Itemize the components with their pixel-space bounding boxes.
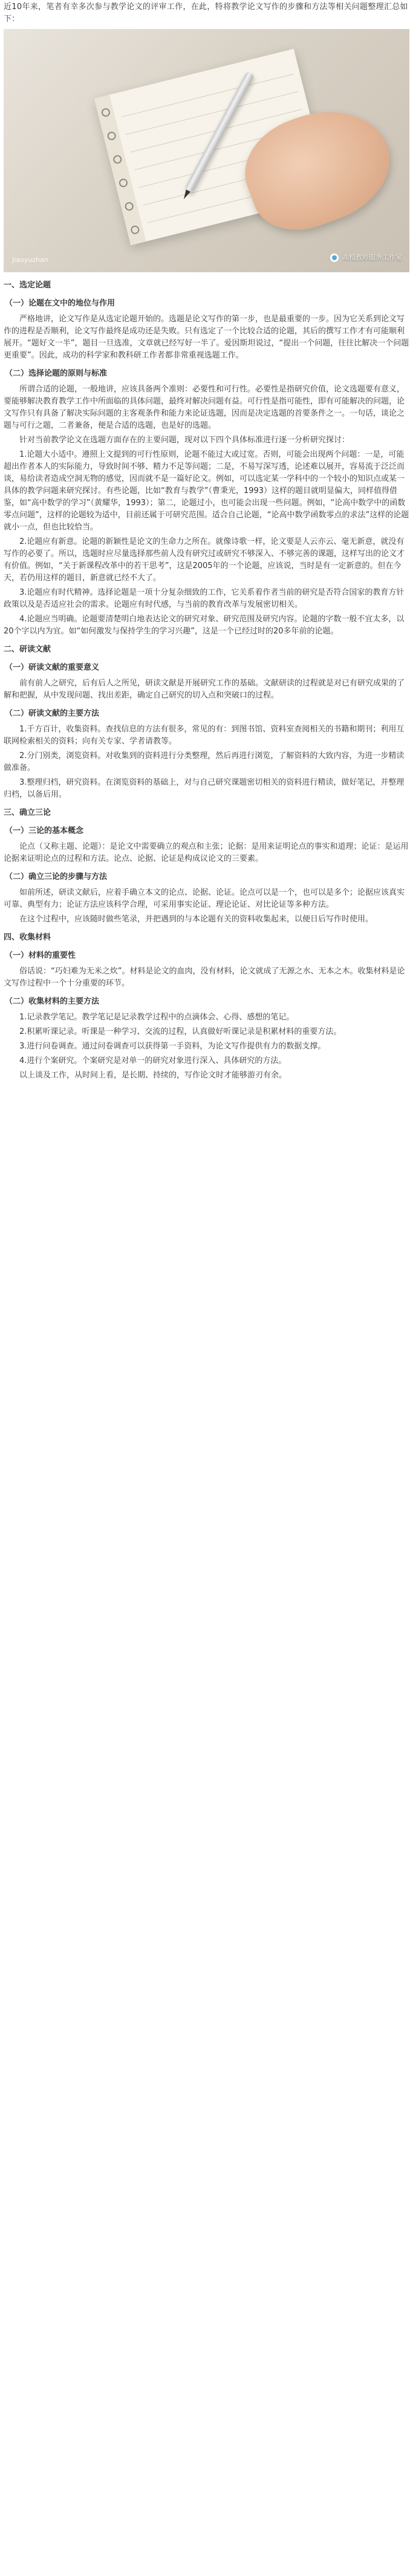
watermark-text: 高校教师服务工作室 <box>342 253 402 261</box>
section-title: 三、确立三论 <box>4 808 51 817</box>
subsection-title: （一）论题在文中的地位与作用 <box>5 299 115 308</box>
photo-caption: Jiaoyuzhan <box>12 256 48 264</box>
paragraph: 如前所述，研读文献后，应着手确立本文的论点、论据、论证。论点可以是一个，也可以是多个；论据应该真实可靠、典型有力；论证方法应该科学合理，可采用事实论证、理论论证、对比论证等多种方法。 <box>4 888 405 909</box>
paragraph: 俗话说：“巧妇难为无米之炊”。材料是论文的血肉，没有材料，论文就成了无源之水、无本之木。收集材料是论文写作过程中一个十分重要的环节。 <box>4 967 405 988</box>
paragraph: 3.进行问卷调查。通过问卷调查可以获得第一手资料，为论文写作提供有力的数据支撑。 <box>19 1042 326 1051</box>
paragraph: 针对当前教学论文在选题方面存在的主要问题，现对以下四个具体标准进行逐一分析研究探讨： <box>19 436 350 445</box>
subsection-title: （二）选择论题的原则与标准 <box>5 369 108 378</box>
intro-text: 近10年来，笔者有幸多次参与教学论文的评审工作，在此，特将教学论文写作的步骤和方法等相关问题整理汇总如下： <box>4 2 408 24</box>
header-photo <box>4 29 409 272</box>
section-title: 二、研读文献 <box>4 645 51 654</box>
paragraph: 4.进行个案研究。个案研究是对单一的研究对象进行深入、具体研究的方法。 <box>19 1056 287 1065</box>
subsection-title: （一）材料的重要性 <box>5 951 76 960</box>
paragraph: 严格地讲，论文写作是从选定论题开始的。选题是论文写作的第一步，也是最重要的一步。因为它关系到论文写作的进程是否顺利，论文写作最终是成功还是失败。只有选定了一个比较合适的论题，其后的撰写工作才有可能顺利展开。“题好文一半”，题目一旦选准，文章就已经写好一半了。爱因斯坦说过，“提出一个问题，往往比解决一个问题更重要”。因此，成功的科学家和教科研工作者都非常重视选题工作。 <box>4 315 409 360</box>
section-title: 一、选定论题 <box>4 281 51 290</box>
paragraph: 2.积累听课记录。听课是一种学习、交流的过程，认真做好听课记录是积累材料的重要方法。 <box>19 1027 342 1036</box>
article <box>0 0 413 1093</box>
subsection-title: （一）三论的基本概念 <box>5 826 84 835</box>
point-paragraph: 2.论题应有新意。论题的新颖性是论文的生命力之所在。就像诗歌一样，论文要是人云亦云、毫无新意，就没有写作的必要了。所以，选题时应尽量选择那些前人没有研究过或研究不够深入、不够完善的课题，这样写出的论文才有价值。例如，“关于新课程改革中的若干思考”，这是2005年的一个论题，应该说，当时是有一定新意的。但在今天，若仍用这样的题目，新意就已经不大了。 <box>4 537 405 583</box>
section-title: 四、收集材料 <box>4 933 51 942</box>
paragraph: 1.记录教学笔记。教学笔记是记录教学过程中的点滴体会、心得、感想的笔记。 <box>19 1013 294 1022</box>
paragraph: 3.整理归档，研究资料。在浏览资料的基础上，对与自己研究课题密切相关的资料进行精读，做好笔记，并整理归档，以备后用。 <box>4 778 405 799</box>
paragraph: 论点（又称主题、论题）：是论文中需要确立的观点和主张；论据：是用来证明论点的事实和道理；论证：是运用论据来证明论点的过程和方法。论点、论据、论证是构成议论文的三要素。 <box>4 842 409 863</box>
article-body <box>4 280 409 1082</box>
watermark <box>330 252 402 264</box>
point-paragraph: 4.论题应当明确。论题要清楚明白地表达论文的研究对象、研究范围及研究内容。论题的字数一般不宜太多，以20个字以内为宜。如“如何激发与保持学生的学习兴趣”，这是一个已经过时的20多年前的论题。 <box>4 615 405 636</box>
paragraph: 所谓合适的论题，一般地讲，应该具备两个准则：必要性和可行性。必要性是指研究价值，论文选题要有意义，要能够解决教育教学工作中所面临的具体问题，最终对解决问题有益。可行性是指可能性，即有可能解决的问题，论文写作只有具备了解决实际问题的主客观条件和能力来论证选题，因而是决定选题的首要条件之一。一句话，谈论之题与可行之题，二者兼备，便是合适的选题，也是好的选题。 <box>4 385 405 430</box>
subsection-title: （二）研读文献的主要方法 <box>5 709 100 718</box>
closing-paragraph: 以上谈及工作，从时间上看，是长期、持续的，写作论文时才能够游刃有余。 <box>19 1071 287 1080</box>
paragraph: 在这个过程中，应该随时做些笔录，并把遇到的与本论题有关的资料收集起来，以便日后写作时使用。 <box>19 915 374 924</box>
point-paragraph: 1.论题大小适中。遵照上文提到的可行性原则，论题不能过大或过宽。否则，可能会出现两个问题：一是，可能超出作者本人的实际能力，导致时间不够、精力不足等问题；二是，不易写深写透，论述难以展开，容易流于泛泛而谈，易给读者造成空洞无物的感觉，因而就不是一篇好论文。例如，可以选定某一学科中的一个较小的知识点或某一具体的教学问题来研究探讨。有些论题，比如“教育与教学”（曹秉光，1993）这样的题目就明显偏大，同样值得借鉴，如“高中数学的学习”（黄耀华，1993）；第二，论题过小，也可能会出现一些问题。例如，“论高中数学中的函数零点问题”，这样的论题较为适中，目前还属于可研究范围。适合自己论题，“论高中数学函数零点的求法”这样的论题就小一点，但也比较恰当。 <box>4 450 409 532</box>
watermark-logo-icon <box>330 253 339 262</box>
subsection-title: （二）收集材料的主要方法 <box>5 997 100 1006</box>
subsection-title: （一）研读文献的重要意义 <box>5 663 100 672</box>
paragraph: 1.千方百计，收集资料。查找信息的方法有很多，常见的有：到图书馆、资料室查阅相关的书籍和期刊；利用互联网检索相关的资料；向有关专家、学者请教等。 <box>4 725 405 746</box>
paragraph: 前有前人之研究，后有后人之所见，研读文献是开展研究工作的基础。文献研读的过程就是对已有研究成果的了解和把握，从中发现问题、找出差距，确定自己研究的切入点和突破口的过程。 <box>4 679 405 700</box>
subsection-title: （二）确立三论的步骤与方法 <box>5 872 108 881</box>
paragraph: 2.分门别类，浏览资料。对收集到的资料进行分类整理，然后再进行浏览，了解资料的大致内容，为进一步精读做准备。 <box>4 751 405 773</box>
point-paragraph: 3.论题应有时代精神。选择论题是一项十分复杂细致的工作，它关系着作者当前的研究是否符合国家的教育方针政策以及是否适应社会的需求。论题应有时代感，与当前的教育改革与发展密切相关。 <box>4 588 405 609</box>
